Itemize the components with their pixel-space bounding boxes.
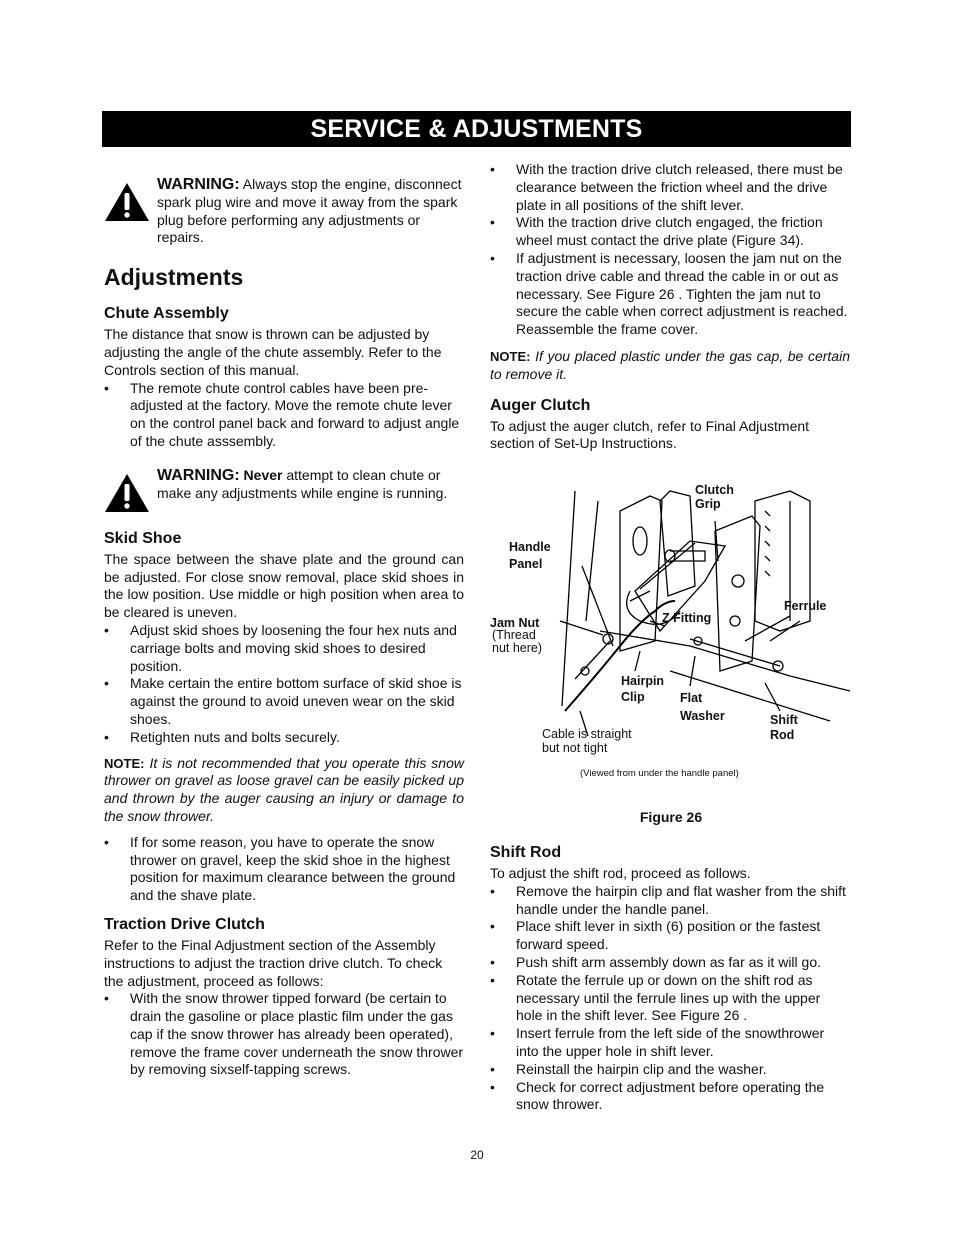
- list-item: • Rotate the ferrule up or down on the shift rod as necessary until the ferrule lines up with the upper hole in the shift lever. See Figure 26 .: [490, 972, 850, 1025]
- shift-text: To adjust the shift rod, proceed as follows.: [490, 864, 751, 881]
- warning-label: WARNING:: [157, 466, 240, 484]
- warning-text: attempt to clean chute or make any adjustments while engine is running.: [157, 466, 448, 501]
- list-item: • Retighten nuts and bolts securely.: [104, 729, 464, 747]
- list-item: • Place shift lever in sixth (6) position or the fastest forward speed.: [490, 918, 850, 954]
- list-item: • Reinstall the hairpin clip and the washer.: [490, 1061, 850, 1079]
- skid-bullets: [104, 622, 464, 747]
- warning-block-1: [104, 176, 464, 247]
- label-hairpin-clip: Hairpin Clip: [621, 674, 665, 705]
- skid-note: [104, 755, 464, 826]
- list-item: • Insert ferrule from the left side of the snowthrower into the upper hole in shift lever.: [490, 1025, 850, 1061]
- left-column: [104, 160, 464, 1079]
- list-item: • Remove the hairpin clip and flat washer from the shift handle under the handle panel.: [490, 883, 850, 919]
- note-text: If you placed plastic under the gas cap, be certain to remove it.: [490, 347, 850, 382]
- list-item: • Check for correct adjustment before operating the snow thrower.: [490, 1079, 850, 1115]
- list-item: • The remote chute control cables have been pre-adjusted at the factory. Move the remote chute lever on the control panel back and forward to adjust angle of the chute asssembly.: [104, 380, 464, 451]
- heading-skid-shoe: Skid Shoe: [104, 529, 182, 547]
- heading-traction-drive-clutch: Traction Drive Clutch: [104, 915, 265, 933]
- list-item: • Push shift arm assembly down as far as it will go.: [490, 954, 850, 972]
- list-item: • If for some reason, you have to operate the snow thrower on gravel, keep the skid shoe in the highest position for maximum clearance between the ground and the shave plate.: [104, 834, 464, 905]
- list-item: • Adjust skid shoes by loosening the four hex nuts and carriage bolts and moving skid shoes to desired position.: [104, 622, 464, 675]
- section-heading-adjustments: Adjustments: [104, 264, 244, 291]
- warning-icon: [104, 182, 150, 222]
- note-label: NOTE:: [104, 755, 145, 771]
- auger-text: To adjust the auger clutch, refer to Final Adjustment section of Set-Up Instructions.: [490, 417, 810, 452]
- label-cable: Cable is straight but not tight: [542, 727, 632, 756]
- traction-bullets: [104, 990, 464, 1079]
- label-z-fitting: Z Fitting: [662, 611, 712, 626]
- list-item: • Make certain the entire bottom surface of skid shoe is against the ground to avoid uneven wear on the skid shoes.: [104, 675, 464, 728]
- page-title: SERVICE & ADJUSTMENTS: [102, 111, 851, 147]
- label-shift-rod: Shift Rod: [770, 713, 798, 743]
- label-ferrule: Ferrule: [784, 599, 827, 614]
- list-item: • With the traction drive clutch released, there must be clearance between the friction wheel and the drive plate in all positions of the shift lever.: [490, 161, 850, 214]
- note-text: It is not recommended that you operate this snow thrower on gravel as loose gravel can be easily picked up and thrown by the auger causing an injury or damage to the snow thrower.: [104, 754, 464, 824]
- heading-chute-assembly: Chute Assembly: [104, 305, 229, 323]
- label-jam-nut: Jam Nut: [490, 616, 540, 631]
- shift-bullets: [490, 883, 850, 1114]
- figure-26: [490, 471, 852, 780]
- label-flat-washer: Flat Washer: [680, 691, 725, 724]
- label-thread-nut: (Thread nut here): [492, 628, 543, 656]
- traction-text: Refer to the Final Adjustment section of the Assembly instructions to adjust the traction drive clutch. To check the adjustment, proceed as follows:: [104, 936, 443, 989]
- heading-shift-rod: Shift Rod: [490, 843, 562, 861]
- chute-text: The distance that snow is thrown can be adjusted by adjusting the angle of the chute assembly. Refer to the Controls section of this manual.: [104, 326, 442, 378]
- warning-strong: Never: [243, 466, 283, 483]
- warning-label: WARNING:: [157, 176, 240, 193]
- warning-icon: [104, 473, 150, 513]
- page-number: 20: [470, 1148, 484, 1162]
- skid-text: The space between the shave plate and the ground can be adjusted. For close snow removal, place skid shoes in the low position. Use middle or high position when area to be cleared is uneven.: [104, 550, 464, 621]
- list-item: • With the snow thrower tipped forward (be certain to drain the gasoline or place plastic film under the gas cap if the snow thrower has already been operated), remove the frame cover underneath the snow thrower by removing sixself-tapping screws.: [104, 990, 464, 1079]
- chute-bullets: [104, 380, 464, 451]
- label-clutch-grip: Clutch Grip: [695, 483, 734, 512]
- list-item: • With the traction drive clutch engaged, the friction wheel must contact the drive plate (Figure 34).: [490, 214, 850, 250]
- warning-block-2: [104, 467, 464, 513]
- label-handle-panel: Handle Panel: [509, 540, 551, 572]
- note-label: NOTE:: [490, 348, 531, 364]
- list-item: • If adjustment is necessary, loosen the jam nut on the traction drive cable and thread the cable in or out as necessary. See Figure 26 . Tighten the jam nut to secure the cable when correct adjustment is reached. Reassemble the frame cover.: [490, 250, 850, 339]
- right-column: [490, 161, 850, 1114]
- warning-text: Always stop the engine, disconnect spark plug wire and move it away from the spark plug before performing any adjustments or repairs.: [157, 176, 462, 246]
- heading-auger-clutch: Auger Clutch: [490, 396, 591, 414]
- figure-view-note: (Viewed from under the handle panel): [580, 768, 739, 780]
- figure-caption: Figure 26: [639, 809, 703, 826]
- traction-note: [490, 348, 850, 384]
- traction-bullets-continued: [490, 161, 850, 339]
- skid-bullets-2: [104, 834, 464, 905]
